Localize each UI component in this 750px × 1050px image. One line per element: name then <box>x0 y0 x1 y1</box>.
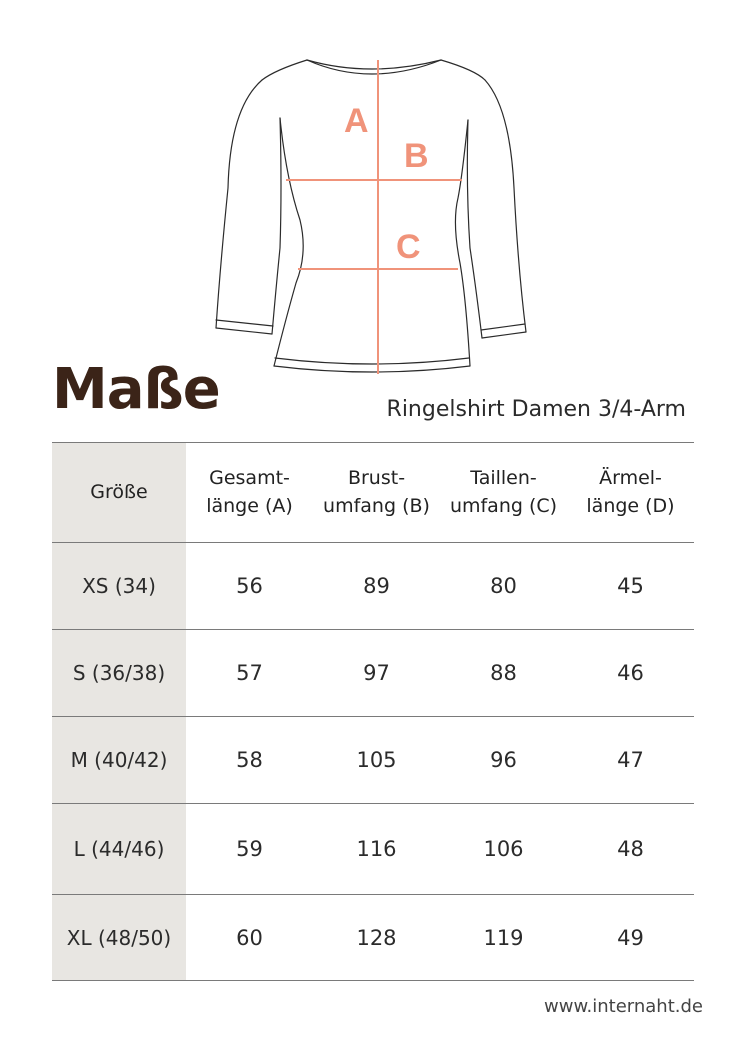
table-header-row <box>52 443 694 543</box>
label-b: B <box>404 137 429 175</box>
size-cell: M (40/42) <box>52 717 186 804</box>
table-row <box>52 895 694 981</box>
sleeve-cell: 49 <box>567 895 694 981</box>
column-header-waist <box>440 443 567 543</box>
left-cuff <box>216 328 272 334</box>
column-header-line2: umfang (B) <box>323 494 430 517</box>
right-sleeve-outer <box>485 80 526 332</box>
waist-cell: 96 <box>440 717 567 804</box>
label-c: C <box>396 228 421 266</box>
waist-cell: 119 <box>440 895 567 981</box>
column-header-label: Größe <box>90 480 148 503</box>
left-cuff-hem <box>216 320 273 326</box>
column-header-line1: Taillen- <box>470 466 537 489</box>
size-cell: XL (48/50) <box>52 895 186 981</box>
total-length-cell: 59 <box>186 804 313 895</box>
waist-cell: 88 <box>440 630 567 717</box>
column-header-line2: länge (A) <box>206 494 293 517</box>
column-header-size <box>52 443 186 543</box>
table-row <box>52 630 694 717</box>
table-row <box>52 804 694 895</box>
chest-cell: 105 <box>313 717 440 804</box>
shirt-diagram <box>200 48 540 388</box>
total-length-cell: 56 <box>186 543 313 630</box>
product-subtitle: Ringelshirt Damen 3/4-Arm <box>386 397 686 422</box>
size-cell: L (44/46) <box>52 804 186 895</box>
label-a: A <box>344 102 369 140</box>
hem <box>274 366 470 372</box>
right-cuff <box>482 332 526 338</box>
body-left-side <box>274 118 303 366</box>
neckline <box>307 60 441 74</box>
table-row <box>52 717 694 804</box>
sleeve-cell: 48 <box>567 804 694 895</box>
sleeve-cell: 46 <box>567 630 694 717</box>
sleeve-cell: 45 <box>567 543 694 630</box>
total-length-cell: 58 <box>186 717 313 804</box>
chest-cell: 128 <box>313 895 440 981</box>
column-header-line2: länge (D) <box>586 494 675 517</box>
total-length-cell: 57 <box>186 630 313 717</box>
column-header-chest <box>313 443 440 543</box>
left-shoulder <box>262 60 307 80</box>
waist-cell: 80 <box>440 543 567 630</box>
chest-cell: 97 <box>313 630 440 717</box>
column-header-sleeve <box>567 443 694 543</box>
left-sleeve-inner <box>272 118 281 334</box>
waist-cell: 106 <box>440 804 567 895</box>
hem-stitch <box>275 358 469 364</box>
left-sleeve-outer <box>216 80 262 328</box>
chest-cell: 89 <box>313 543 440 630</box>
right-cuff-hem <box>481 324 525 330</box>
sleeve-cell: 47 <box>567 717 694 804</box>
chest-cell: 116 <box>313 804 440 895</box>
right-sleeve-inner <box>467 120 482 338</box>
size-cell: XS (34) <box>52 543 186 630</box>
table-row <box>52 543 694 630</box>
size-cell: S (36/38) <box>52 630 186 717</box>
total-length-cell: 60 <box>186 895 313 981</box>
right-shoulder <box>441 60 485 80</box>
page-title: Maße <box>52 357 220 422</box>
size-table <box>52 442 694 981</box>
column-header-line1: Gesamt- <box>209 466 290 489</box>
column-header-line1: Brust- <box>347 466 406 489</box>
column-header-line1: Ärmel- <box>599 466 662 489</box>
footer-url: www.internaht.de <box>544 996 703 1017</box>
column-header-total-length <box>186 443 313 543</box>
column-header-line2: umfang (C) <box>449 494 558 517</box>
